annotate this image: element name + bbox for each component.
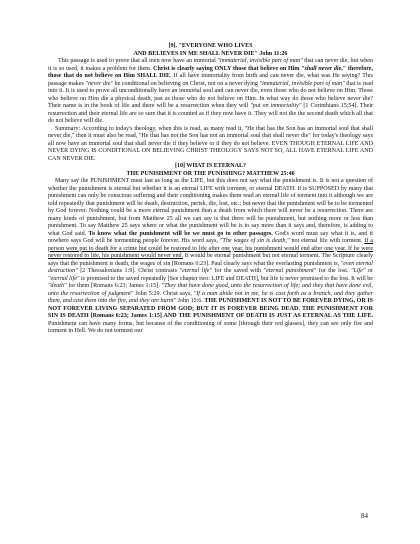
paragraph-never-die — [48, 58, 373, 126]
section-9-title-line1: [9]. "EVERYONE WHO LIVES — [168, 43, 253, 49]
text-run: is promised to the saved repeatedly [See chapter two: LIFE and DEATH], but life is never promised to the lost. It will be — [79, 275, 373, 282]
section-9-scripture-ref: John 11:26 — [259, 50, 288, 57]
quote-run: "The wages of sin is death," — [219, 238, 290, 244]
bold-run: Christ is clearly saying ONLY those that believe on Him " — [153, 65, 305, 72]
quote-run: "even eternal destruction" — [48, 260, 373, 274]
bold-run: THE PUNISHMENT IS NOT TO BE FOREVER DYING, OR IS NOT FOREVER LIVING SEPARATED FROM GOD; BUT IT IS FOREVER BEING DEAD. THE PUNISHMENT FOR SIN IS DEATH [Romans 6:23; James 1:15] AND THE PUNISHMENT OF DEATH IS JUST AS ETERNAL AS THE LIFE. — [48, 298, 373, 319]
text-run: God's word must say what it is, and it nowhere says God will be tormenting people forever. His word says, — [48, 230, 373, 244]
paragraph-summary: Summary: According to today's theology, when this is read, as many read it, "He that has the Son has an immortal soul that shall never die," then it must also be read, "He that has not the Son has not an immortal soul that shall never die" for today's theology says all now have an immortal soul that shall never die if they believe or if they do not believe. EVEN THOUGH ETERNAL LIFE AND NEVER DYING IS CONDITIONAL ON BELIEVING CHRIST THEOLOGY SAYS NOT SO, ALL HAVE ETERNAL LIFE AND CAN NEVER DIE. — [48, 125, 373, 162]
paragraph-punishment — [48, 178, 373, 336]
page-content — [48, 43, 373, 336]
text-run: for the saved with — [212, 268, 264, 274]
quote-run: "They that have done good, unto the resurrection of life; and they that have done evil, unto the resurrection of judgment" — [48, 283, 373, 297]
section-10-title-line1: [10] WHAT IS ETERNAL? — [174, 163, 247, 169]
text-run: Punishment can have many forms, but because of the conditioning of some [through their red glasses], they can see only fire and torment in Hell. We do not torment our — [48, 320, 373, 334]
bold-run: ," therefore, those that do not believe on Him SHALL DIE — [48, 65, 374, 79]
text-run: This passage is used to prove that all men now have an immortal — [58, 58, 218, 64]
quote-run: "Life" — [350, 268, 366, 274]
text-run: It would be eternal punishment but not eternal torment. The Scripture clearly says that the punishment is death, the wages of sin [Romans 6:23]. Paul clearly says what the everlasting punishment is, — [48, 253, 373, 267]
text-run: not eternal life with torment. — [289, 238, 365, 244]
text-run: for the lost. — [316, 268, 351, 274]
quote-run: "immaterial, invisible part of man" — [259, 80, 345, 87]
text-run: that is read into it. It is used to prove all unconditionally have an immortal soul and can never die, even those who do not believe on Him. Those who believe on Him die a physical death, just as those who do not believe on Him. In what way do those who believe never die? Their name is in the book of life and there will be a resurrection when they will — [48, 80, 374, 109]
text-run: for them [Romans 6:23; James 1:15]. — [66, 283, 162, 289]
quote-run: "death" — [48, 283, 67, 289]
text-run: John 5:29. Christ says, — [133, 290, 194, 297]
quote-run: "immaterial, invisible part of man" — [217, 58, 303, 64]
text-run: Many say the PUNISHMENT must last as long as the LIFE, but this does not say what the punishment is. It is not a question of whether the punishment is eternal but whether it is an eternal LIFE with torment, or eternal DEATH. It is SUPPOSED by many that punishment can only be conscious suffering and their conditioning makes them read an eternal life of torment into it although we are told repeatedly that punishment will be death, destruction, perish, die, lost, etc.; but never that the punishment will be to be tormented by God forever. Nothing could be a more eternal punishment than a death from which there will never be a resurrection. There are many kinds of punishment, but from Matthew 25 all we can say is that there will be punishment, but nothing more or less than punishment. To say Matthew 25 says where or what the punishment will be is to say more than it says and, therefore, is adding to what God said. — [48, 178, 373, 237]
section-10-title-line2 — [48, 171, 373, 179]
quote-run: "never die" — [85, 80, 113, 87]
section-10-scripture-ref: MATTHEW 25:46 — [246, 170, 295, 177]
text-run: [2 Thessalonians 1:9]. Christ contrasts — [77, 268, 180, 274]
underlined-run: If a person were put to death for a crime but could be restored to life after one year, his punishment would end after one year. If he were never restored to life, his punishment would never end. — [48, 238, 373, 259]
section-9-title-text: AND BELIEVES IN ME SHALL NEVER DIE" — [133, 50, 258, 57]
text-run: be conditional on believing on Christ, not on a never dying — [112, 80, 260, 87]
text-run: John 15:6. — [176, 298, 205, 304]
quote-run: "put on immortality" — [250, 103, 302, 109]
bold-run: To know what the punishment will be we must go to other passages. — [88, 230, 273, 237]
quote-run: shall never die — [304, 65, 342, 72]
text-run: [1 Corinthians 15:54]. Their resurrection and their eternal life are so sure that it is counted as if they now have it. They will not die the second death which all that do not believe will die. — [48, 103, 374, 124]
text-run: that can never die, but when it is so used, it makes a problem for them. — [48, 58, 373, 72]
quote-run: "If a man abide not in me, he is cast forth as a branch, and they gather them, and cast them into the fire, and they are burnt" — [48, 290, 373, 304]
text-run: . If all have immortality from birth and can never die, what was He saying? This passage makes — [48, 73, 374, 87]
quote-run: "eternal life" — [179, 268, 213, 274]
section-10-title-text: THE PUNISHMENT OR THE PUNISHING? — [126, 170, 246, 177]
section-9-title-line2 — [48, 51, 373, 59]
text-run: or — [365, 268, 374, 274]
quote-run: "eternal life" — [48, 275, 80, 282]
page-number: 84 — [361, 512, 368, 520]
quote-run: "eternal punishment" — [263, 268, 317, 274]
